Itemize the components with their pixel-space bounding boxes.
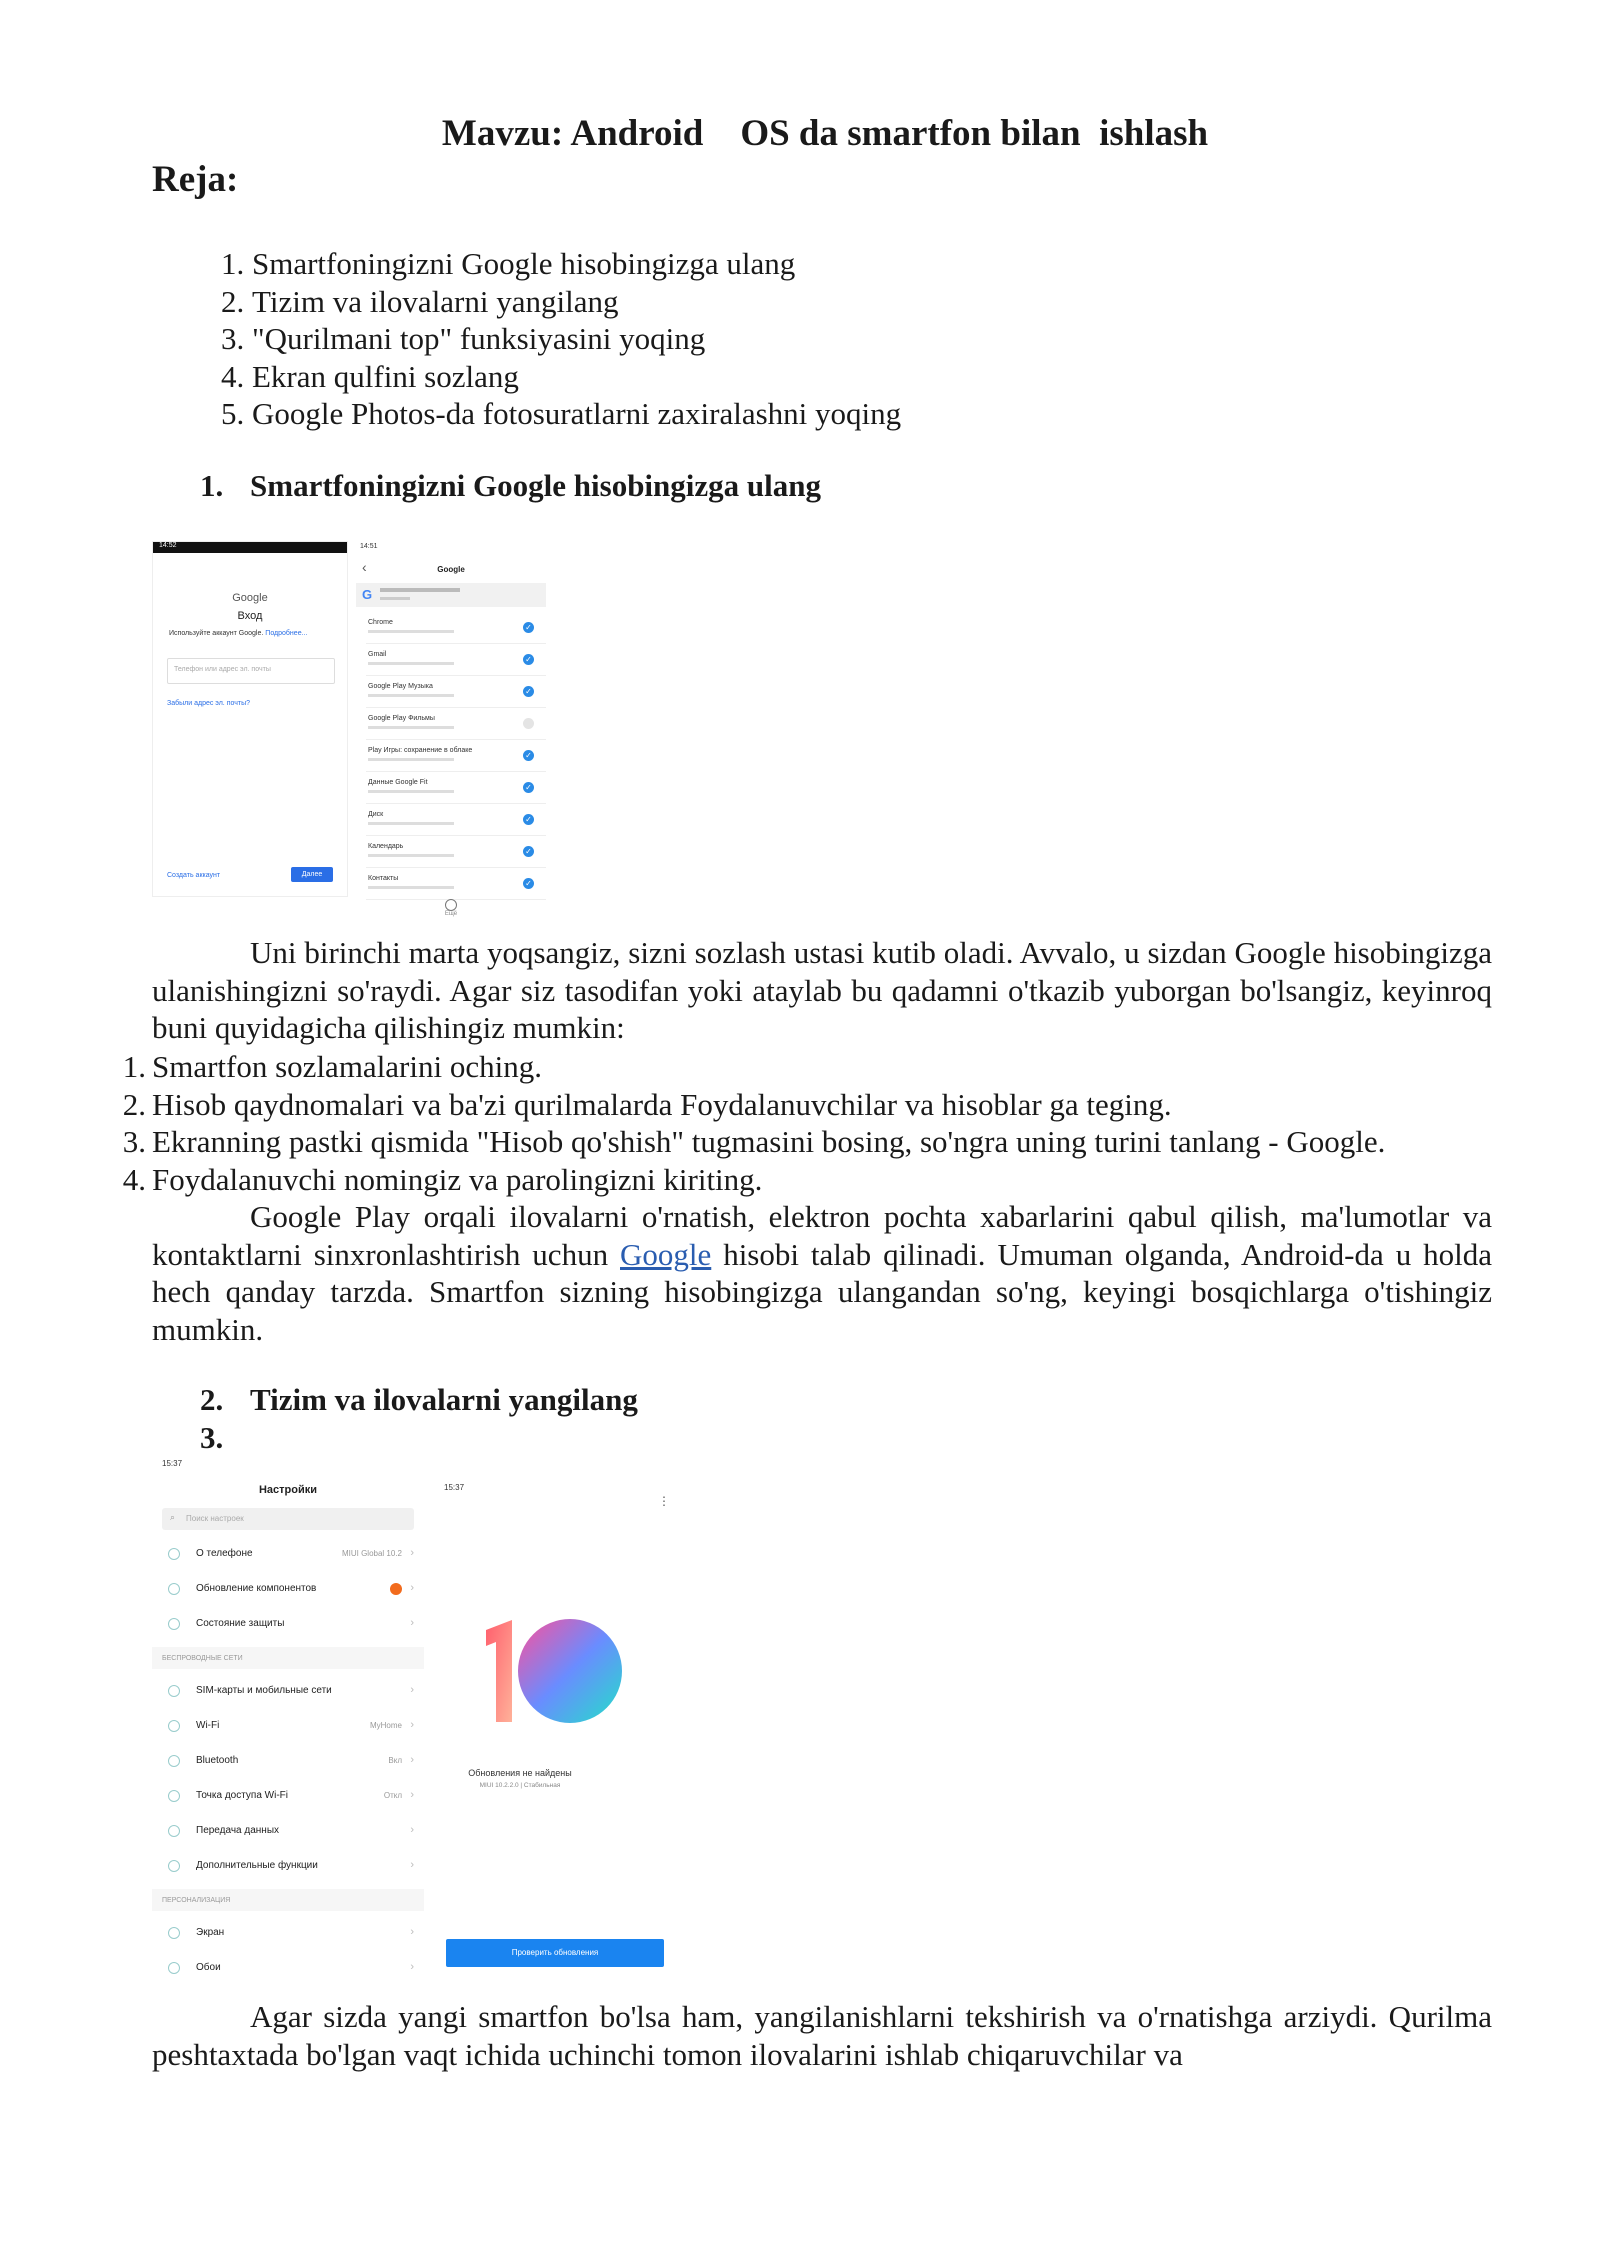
sync-item-label: Chrome [368,619,393,626]
settings-row-label: Bluetooth [196,1755,239,1766]
sync-item[interactable] [366,741,546,772]
settings-row-label: SIM-карты и мобильные сети [196,1685,332,1696]
chevron-right-icon: › [410,1961,414,1973]
sync-checkbox[interactable]: ✓ [523,878,534,889]
plan-list [200,245,901,433]
paragraph-google-account: Google Play orqali ilovalarni o'rnatish, elektron pochta xabarlarini qabul qilish, ma'lumotlar va kontaktlarni sinxronlashtirish uchun Google hisobi talab qilinadi. Umuman olganda, Android-da u holda hech qanday tarzda. Smartfon sizning hisobingizga ulangandan so'ng, keyingi bosqichlarga o'tishingiz mumkin. [152,1199,1492,1347]
settings-row-icon [168,1618,180,1630]
chevron-right-icon: › [410,1789,414,1801]
sync-timestamp [368,662,454,665]
paragraph-intro: Uni birinchi marta yoqsangiz, sizni sozlash ustasi kutib oladi. Avvalo, u sizdan Google hisobingizga ulanishingizni so'raydi. Agar siz tasodifan yoki ataylab bu qadamni o'tkazib yuborgan bo'lsangiz, keyinroq buni quyidagicha qilishingiz mumkin: [152,935,1492,1045]
settings-row[interactable] [152,1815,424,1849]
sync-item-label: Календарь [368,843,404,850]
sync-checkbox[interactable]: ✓ [523,846,534,857]
document-title: Mavzu: Android OS da smartfon bilan ishlash [441,113,1209,154]
section-1-heading [200,468,821,504]
chevron-right-icon: › [410,1684,414,1696]
section-number: 2. [200,1382,224,1417]
account-email-redacted [380,588,460,592]
sync-checkbox[interactable] [523,718,534,729]
settings-row[interactable] [152,1710,424,1744]
chevron-right-icon: › [410,1754,414,1766]
step-item: 3. Ekranning pastki qismida "Hisob qo'shish" tugmasini bosing, so'ngra uning turini tanlang - Google. [122,1124,1386,1159]
sync-timestamp [368,630,454,633]
chevron-right-icon: › [410,1859,414,1871]
google-logo-text: Google [232,592,268,604]
sync-item-label: Данные Google Fit [368,779,428,786]
sync-item-label: Google Play Фильмы [368,715,435,722]
setup-steps-list [122,1048,1386,1198]
plan-item: 4. Ekran qulfini sozlang [252,358,901,396]
sync-checkbox[interactable]: ✓ [523,654,534,665]
status-time: 15:37 [444,1483,465,1492]
status-time: 14:52 [159,542,177,549]
chevron-right-icon: › [410,1547,414,1559]
section-title: Tizim va ilovalarni yangilang [250,1382,638,1417]
chevron-right-icon: › [410,1617,414,1629]
check-updates-button[interactable]: Проверить обновления [446,1939,664,1967]
settings-row-icon [168,1825,180,1837]
settings-row[interactable] [152,1608,424,1642]
google-signin-screenshot [152,541,348,897]
settings-row-icon [168,1755,180,1767]
sync-item[interactable] [366,837,546,868]
plan-heading: Reja: [152,159,239,200]
plan-item: 1. Smartfoningizni Google hisobingizga ulang [252,245,901,283]
chevron-right-icon: › [410,1824,414,1836]
settings-row[interactable] [152,1780,424,1814]
sync-header: Google [437,565,465,574]
miui-10-logo [478,1616,628,1726]
signin-heading: Вход [237,610,263,622]
settings-row[interactable] [152,1573,424,1607]
sync-item-label: Контакты [368,875,399,882]
status-bar [153,542,347,553]
settings-row-label: Экран [196,1927,225,1938]
update-status: Обновления не найдены [468,1768,572,1778]
settings-row-icon [168,1962,180,1974]
menu-dots-icon[interactable]: ⋮ [658,1494,670,1508]
settings-row[interactable] [152,1675,424,1709]
paragraph-updates: Agar sizda yangi smartfon bo'lsa ham, yangilanishlarni tekshirish va o'rnatishga arziydi. Qurilma peshtaxtada bo'lgan vaqt ichida uchinchi tomon ilovalarini ishlab chiqaruvchilar va [152,1999,1492,2072]
section-title: Smartfoningizni Google hisobingizga ulang [250,468,822,503]
sync-checkbox[interactable]: ✓ [523,686,534,697]
settings-row-label: Дополнительные функции [196,1860,318,1871]
chevron-right-icon: › [410,1926,414,1938]
learn-more-link[interactable]: Подробнее... [265,630,308,637]
next-button[interactable]: Далее [291,867,333,882]
plan-item: 3. "Qurilmani top" funksiyasini yoqing [252,320,901,358]
sync-item-label: Диск [368,811,384,818]
sync-timestamp [368,694,454,697]
sync-checkbox[interactable]: ✓ [523,814,534,825]
settings-title: Настройки [258,1484,318,1496]
settings-group-header: БЕСПРОВОДНЫЕ СЕТИ [152,1647,424,1669]
settings-row-icon [168,1927,180,1939]
settings-row-value: MyHome [369,1721,402,1730]
account-row[interactable] [356,583,546,607]
step-item: 2. Hisob qaydnomalari va ba'zi qurilmalarda Foydalanuvchilar va hisoblar ga teging. [122,1086,1172,1122]
sync-timestamp [368,790,454,793]
settings-row-value: Откл [383,1791,402,1800]
search-input[interactable]: ⌕ Поиск настроек [162,1508,414,1530]
chevron-right-icon: › [410,1582,414,1594]
back-arrow-icon[interactable]: ‹ [362,559,367,575]
status-time: 14:51 [360,543,378,550]
settings-row[interactable] [152,1538,424,1572]
settings-row-icon [168,1720,180,1732]
settings-row-label: Передача данных [196,1825,280,1836]
miui-version: MIUI 10.2.2.0 | Стабильная [479,1782,561,1789]
settings-row[interactable] [152,1952,424,1986]
sync-item[interactable] [366,805,546,836]
signin-prompt: Используйте аккаунт Google. Подробнее... [169,630,308,637]
sync-item[interactable] [366,677,546,708]
status-time: 15:37 [162,1459,183,1468]
settings-row-icon [168,1790,180,1802]
forgot-email-link[interactable]: Забыли адрес эл. почты? [167,700,251,707]
settings-row-label: Состояние защиты [196,1618,285,1629]
sync-item-label: Play Игры: сохранение в облаке [368,747,473,754]
section-3-number: 3. [200,1420,224,1455]
settings-row-label: Wi-Fi [196,1720,220,1731]
settings-row-label: Точка доступа Wi-Fi [196,1790,288,1801]
google-sync-screenshot [356,541,546,921]
settings-row-icon [168,1548,180,1560]
settings-screenshot [152,1456,424,1996]
sync-item[interactable] [366,869,546,900]
settings-row-icon [168,1583,180,1595]
settings-row-label: О телефоне [196,1548,253,1559]
sync-timestamp [368,886,454,889]
sync-item[interactable] [366,709,546,740]
plan-item: 5. Google Photos-da fotosuratlarni zaxiralashni yoqing [252,395,901,433]
settings-row-value: MIUI Global 10.2 [341,1549,402,1558]
settings-row[interactable] [152,1850,424,1884]
step-item: 4. Foydalanuvchi nomingiz va parolingizni kiriting. [122,1161,763,1197]
sync-checkbox[interactable]: ✓ [523,750,534,761]
settings-row-icon [168,1685,180,1697]
more-icon[interactable] [445,899,457,911]
sync-timestamp [368,726,454,729]
settings-group-header: ПЕРСОНАЛИЗАЦИЯ [152,1889,424,1911]
sync-item-label: Google Play Музыка [368,683,433,690]
google-link[interactable]: Google [620,1236,712,1272]
sync-checkbox[interactable]: ✓ [523,622,534,633]
settings-row[interactable] [152,1745,424,1779]
chevron-right-icon: › [410,1719,414,1731]
section-2-heading [200,1382,638,1418]
update-badge [390,1583,402,1595]
sync-item[interactable] [366,773,546,804]
plan-item: 2. Tizim va ilovalarni yangilang [252,283,901,321]
email-field[interactable]: Телефон или адрес эл. почты [167,658,335,684]
search-icon: ⌕ [170,1512,176,1522]
sync-item[interactable] [366,613,546,644]
account-type [380,597,410,600]
settings-row[interactable] [152,1917,424,1951]
step-item: 1. Smartfon sozlamalarini oching. [122,1049,542,1084]
settings-row-label: Обновление компонентов [196,1583,317,1594]
sync-checkbox[interactable]: ✓ [523,782,534,793]
sync-item-label: Gmail [368,651,387,658]
more-label: Ещё [444,911,458,917]
sync-timestamp [368,758,454,761]
update-screenshot [440,1480,678,1990]
sync-item[interactable] [366,645,546,676]
google-g-icon: G [362,587,373,602]
section-number: 1. [200,468,224,503]
sync-timestamp [368,822,454,825]
settings-row-label: Обои [196,1962,221,1973]
settings-row-icon [168,1860,180,1872]
create-account-link[interactable]: Создать аккаунт [167,872,221,879]
settings-row-value: Вкл [388,1756,402,1765]
sync-timestamp [368,854,454,857]
